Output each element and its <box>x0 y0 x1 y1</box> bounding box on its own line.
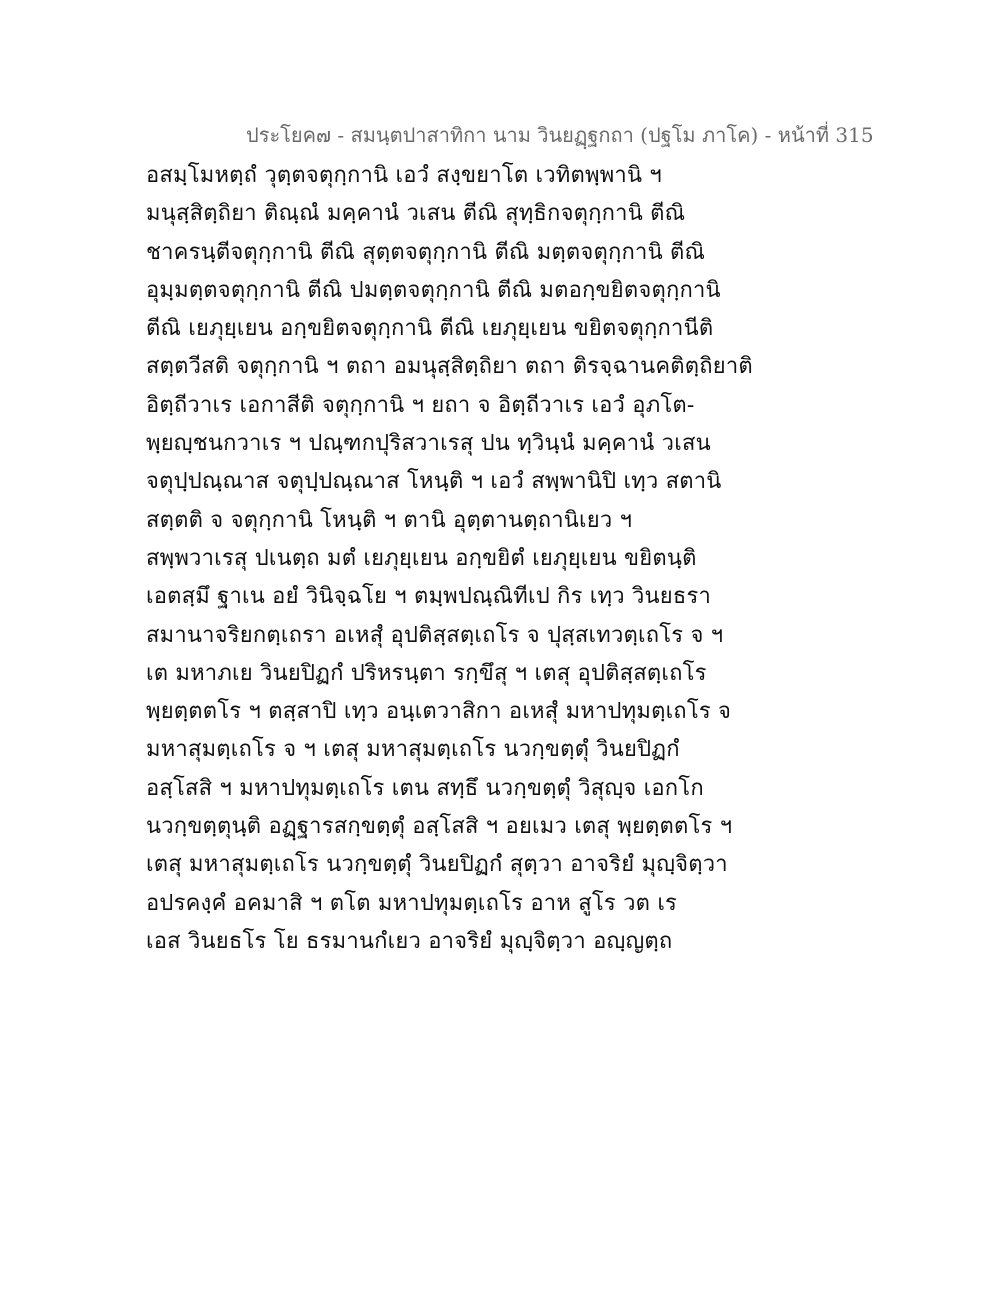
text-line: ตีณิ เยภุยฺเยน อกฺขยิตจตุกฺกานิ ตีณิ เยภุยฺเยน ขยิตจตุกฺกานีติ <box>146 316 714 342</box>
text-line: จตุปฺปณฺณาส จตุปฺปณฺณาส โหนฺติ ฯ เอวํ สพฺพานิปิ เทฺว สตานิ <box>146 469 722 495</box>
text-line: สพฺพวาเรสุ ปเนตฺถ มตํ เยภุยฺเยน อกฺขยิตํ เยภุยฺเยน ขยิตนฺติ <box>146 545 697 571</box>
text-line: มหาสุมตฺเถโร จ ฯ เตสุ มหาสุมตฺเถโร นวกฺขตฺตุํ วินยปิฏกํ <box>146 737 680 763</box>
text-line: พฺยญฺชนกวาเร ฯ ปณฺฑกปุริสวาเรสุ ปน ทฺวินฺนํ มคฺคานํ วเสน <box>146 431 711 457</box>
text-line: เอส วินยธโร โย ธรมานกํเยว อาจริยํ มุญฺจิตฺวา อญฺญตฺถ <box>146 928 673 954</box>
text-line: เต มหาภเย วินยปิฏกํ ปริหรนฺตา รกฺขึสุ ฯ เตสุ อุปติสฺสตฺเถโร <box>146 660 707 686</box>
text-line: นวกฺขตฺตุนฺติ อฏฺฐารสกฺขตฺตุํ อสฺโสสิ ฯ อยเมว เตสุ พฺยตฺตตโร ฯ <box>146 814 733 840</box>
text-line: ชาครนฺตีจตุกฺกานิ ตีณิ สุตฺตจตุกฺกานิ ตีณิ มตฺตจตุกฺกานิ ตีณิ <box>146 239 706 265</box>
text-line: อสฺโสสิ ฯ มหาปทุมตฺเถโร เตน สทฺธึ นวกฺขตฺตุํ วิสุญฺจ เอกโก <box>146 775 704 801</box>
body-text <box>146 157 926 961</box>
text-line: เตสุ มหาสุมตฺเถโร นวกฺขตฺตุํ วินยปิฏกํ สุตฺวา อาจริยํ มุญฺจิตฺวา <box>146 852 728 878</box>
running-header: ประโยค๗ - สมนฺตปาสาทิกา นาม วินยฏฺฐกถา (ปฐโม ภาโค) - หน้าที่ 315 <box>246 123 874 147</box>
text-line: พฺยตฺตตโร ฯ ตสฺสาปิ เทฺว อนฺเตวาสิกา อเหสุํ มหาปทุมตฺเถโร จ <box>146 699 732 725</box>
text-line: มนุสฺสิตฺถิยา ติณฺณํ มคฺคานํ วเสน ตีณิ สุทฺธิกจตุกฺกานิ ตีณิ <box>146 201 686 227</box>
text-line: อุมฺมตฺตจตุกฺกานิ ตีณิ ปมตฺตจตุกฺกานิ ตีณิ มตอกฺขยิตจตุกฺกานิ <box>146 277 721 303</box>
text-line: สตฺตติ จ จตุกฺกานิ โหนฺติ ฯ ตานิ อุตฺตานตฺถานิเยว ฯ <box>146 507 633 533</box>
text-line: เอตสฺมึ ฐาเน อยํ วินิจฺฉโย ฯ ตมฺพปณฺณิทีเป กิร เทฺว วินยธรา <box>146 584 712 610</box>
text-line: อปรคงฺคํ อคมาสิ ฯ ตโต มหาปทุมตฺเถโร อาห สูโร วต เร <box>146 890 678 916</box>
text-line: อิตฺถีวาเร เอกาสีติ จตุกฺกานิ ฯ ยถา จ อิตฺถีวาเร เอวํ อุภโต- <box>146 392 695 418</box>
text-line: อสมฺโมหตฺถํ วุตฺตจตุกฺกานิ เอวํ สงฺขยาโต เวทิตพฺพานิ ฯ <box>146 163 662 188</box>
text-line: สตฺตวีสติ จตุกฺกานิ ฯ ตถา อมนุสฺสิตฺถิยา ตถา ติรจฺฉานคติตฺถิยาติ <box>146 354 753 380</box>
text-line: สมานาจริยกตฺเถรา อเหสุํ อุปติสฺสตฺเถโร จ ปุสฺสเทวตฺเถโร จ ฯ <box>146 622 724 648</box>
